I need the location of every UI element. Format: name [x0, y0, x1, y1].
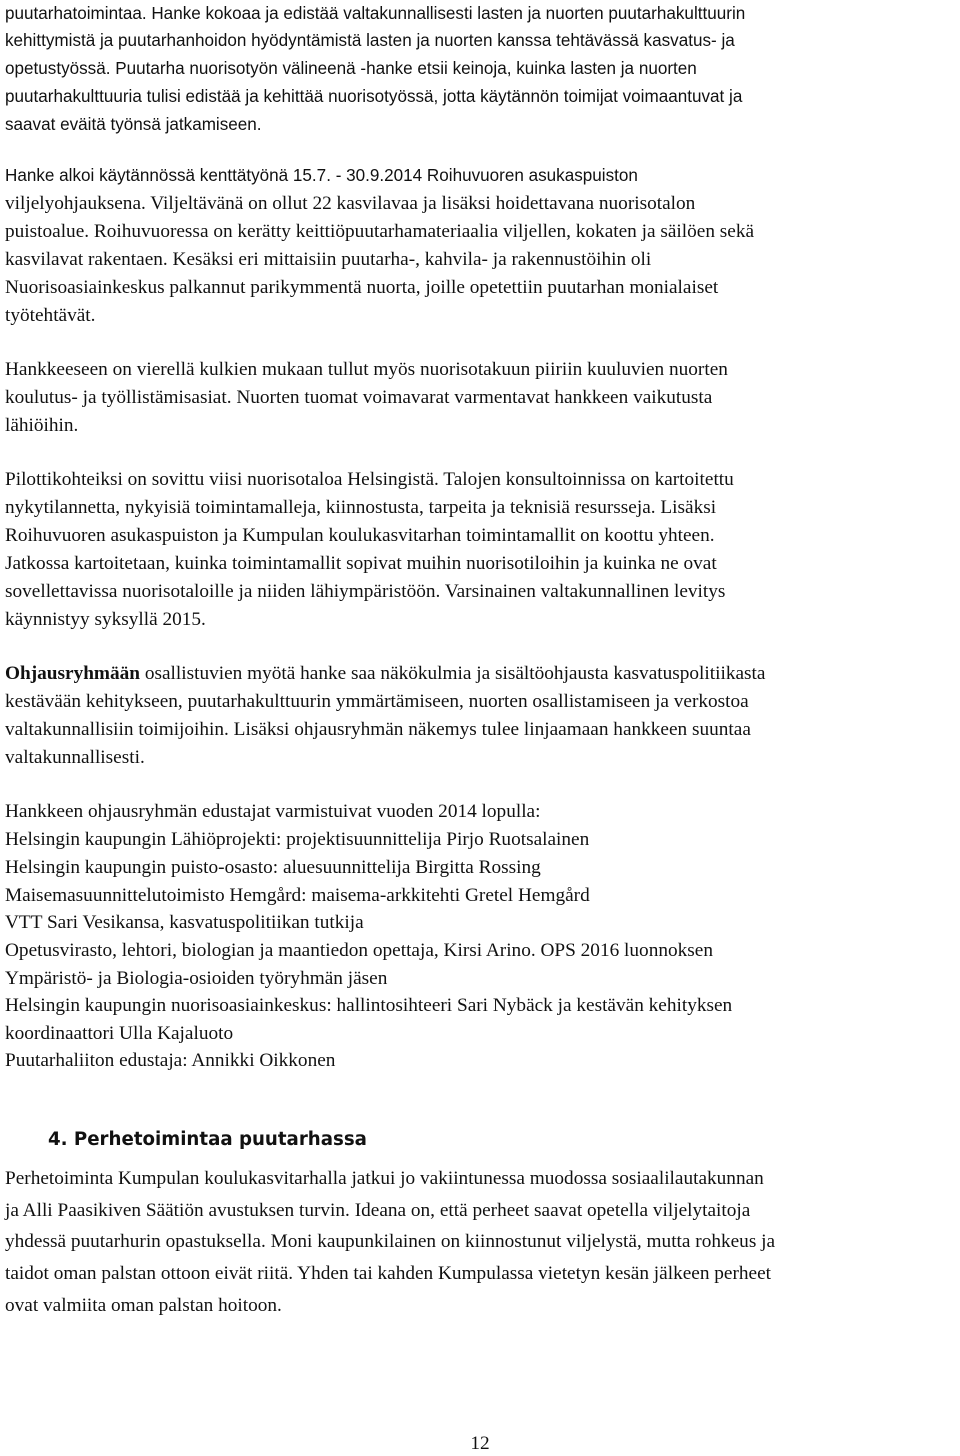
group-line: Helsingin kaupungin nuorisoasiainkeskus: hallintosihteeri Sari Nybäck ja kestävän kehityksen	[5, 995, 733, 1016]
section-heading: 4. Perhetoimintaa puutarhassa	[48, 1129, 367, 1150]
bold-term: Ohjausryhmään	[5, 663, 140, 684]
body-line: valtakunnallisesti.	[5, 747, 145, 768]
group-line: Maisemasuunnittelutoimisto Hemgård: maisema-arkkitehti Gretel Hemgård	[5, 885, 590, 906]
body-line: käynnistyy syksyllä 2015.	[5, 609, 206, 630]
intro-line: puutarhatoimintaa. Hanke kokoaa ja edistää valtakunnallisesti lasten ja nuorten puutarhakulttuurin	[5, 4, 746, 23]
body-line: kestävään kehitykseen, puutarhakulttuurin ymmärtämiseen, nuorten osallistamiseen ja verkostoa	[5, 691, 749, 712]
body-line: Roihuvuoren asukaspuiston ja Kumpulan koulukasvitarhan toimintamallit on koottu yhteen.	[5, 525, 715, 546]
body-line: kasvilavat rakentaen. Kesäksi eri mittaisiin puutarha-, kahvila- ja rakennustöihin oli	[5, 249, 652, 270]
body-line	[5, 660, 960, 688]
body-line: koulutus- ja työllistämisasiat. Nuorten tuomat voimavarat varmentavat hankkeen vaikutusta	[5, 387, 713, 408]
body-line: työtehtävät.	[5, 305, 96, 326]
body-line: viljelyohjauksena. Viljeltävänä on ollut 22 kasvilavaa ja lisäksi hoidettavana nuorisotalon	[5, 193, 696, 214]
section-line: Perhetoiminta Kumpulan koulukasvitarhalla jatkui jo vakiintunessa muodossa sosiaalilautakunnan	[5, 1168, 764, 1189]
group-line: Ympäristö- ja Biologia-osioiden työryhmän jäsen	[5, 968, 388, 989]
intro-line: saavat eväitä työnsä jatkamiseen.	[5, 115, 262, 134]
body-line: sovellettavissa nuorisotaloille ja niiden lähiympäristöön. Varsinainen valtakunnallinen levitys	[5, 581, 726, 602]
body-line: valtakunnallisiin toimijoihin. Lisäksi ohjausryhmän näkemys tulee linjaamaan hankkeen suuntaa	[5, 719, 751, 740]
intro-line: puutarhakulttuuria tulisi edistää ja kehittää nuorisotyössä, jotta käytännön toimijat voimaantuvat ja	[5, 87, 743, 106]
body-line: lähiöihin.	[5, 415, 79, 436]
group-line: koordinaattori Ulla Kajaluoto	[5, 1023, 234, 1044]
body-line: puistoalue. Roihuvuoressa on kerätty keittiöpuutarhamateriaalia viljellen, kokaten ja säilöen sekä	[5, 221, 755, 242]
body-line: Jatkossa kartoitetaan, kuinka toimintamallit sopivat muihin nuorisotiloihin ja kuinka ne ovat	[5, 553, 717, 574]
group-line: Opetusvirasto, lehtori, biologian ja maantiedon opettaja, Kirsi Arino. OPS 2016 luonnoksen	[5, 940, 713, 961]
group-line: Hankkeen ohjausryhmän edustajat varmistuivat vuoden 2014 lopulla:	[5, 801, 541, 822]
section-line: taidot oman palstan ottoon eivät riitä. Yhden tai kahden Kumpulassa vietetyn kesän jälkeen perheet	[5, 1263, 772, 1284]
page-number: 12	[470, 1433, 490, 1454]
body-line: Hankkeeseen on vierellä kulkien mukaan tullut myös nuorisotakuun piiriin kuuluvien nuorten	[5, 359, 728, 380]
group-line: VTT Sari Vesikansa, kasvatuspolitiikan tutkija	[5, 912, 364, 933]
section-line: ja Alli Paasikiven Säätiön avustuksen turvin. Ideana on, että perheet saavat opetella viljelytaitoja	[5, 1200, 751, 1221]
body-line: Hanke alkoi käytännössä kenttätyönä 15.7. - 30.9.2014 Roihuvuoren asukaspuiston	[5, 166, 638, 185]
body-line: Pilottikohteiksi on sovittu viisi nuorisotaloa Helsingistä. Talojen konsultoinnissa on kartoitettu	[5, 469, 734, 490]
section-line: ovat valmiita oman palstan hoitoon.	[5, 1295, 282, 1316]
group-line: Helsingin kaupungin Lähiöprojekti: projektisuunnittelija Pirjo Ruotsalainen	[5, 829, 590, 850]
group-line: Puutarhaliiton edustaja: Annikki Oikkonen	[5, 1050, 336, 1071]
body-line: Nuorisoasiainkeskus palkannut parikymmentä nuorta, joille opetettiin puutarhan monialaiset	[5, 277, 719, 298]
group-line: Helsingin kaupungin puisto-osasto: aluesuunnittelija Birgitta Rossing	[5, 857, 541, 878]
body-line: nykytilannetta, nykyisiä toimintamalleja, kiinnostusta, tarpeita ja teknisiä resursseja. Lisäksi	[5, 497, 717, 518]
intro-line: kehittymistä ja puutarhanhoidon hyödyntämistä lasten ja nuorten kanssa tehtävässä kasvatus- ja	[5, 31, 735, 50]
body-line-rest: osallistuvien myötä hanke saa näkökulmia ja sisältöohjausta kasvatuspolitiikasta	[140, 663, 766, 684]
section-line: yhdessä puutarhurin opastuksella. Moni kaupunkilainen on kiinnostunut viljelystä, mutta rohkeus ja	[5, 1231, 776, 1252]
intro-line: opetustyössä. Puutarha nuorisotyön välineenä -hanke etsii keinoja, kuinka lasten ja nuorten	[5, 59, 697, 78]
